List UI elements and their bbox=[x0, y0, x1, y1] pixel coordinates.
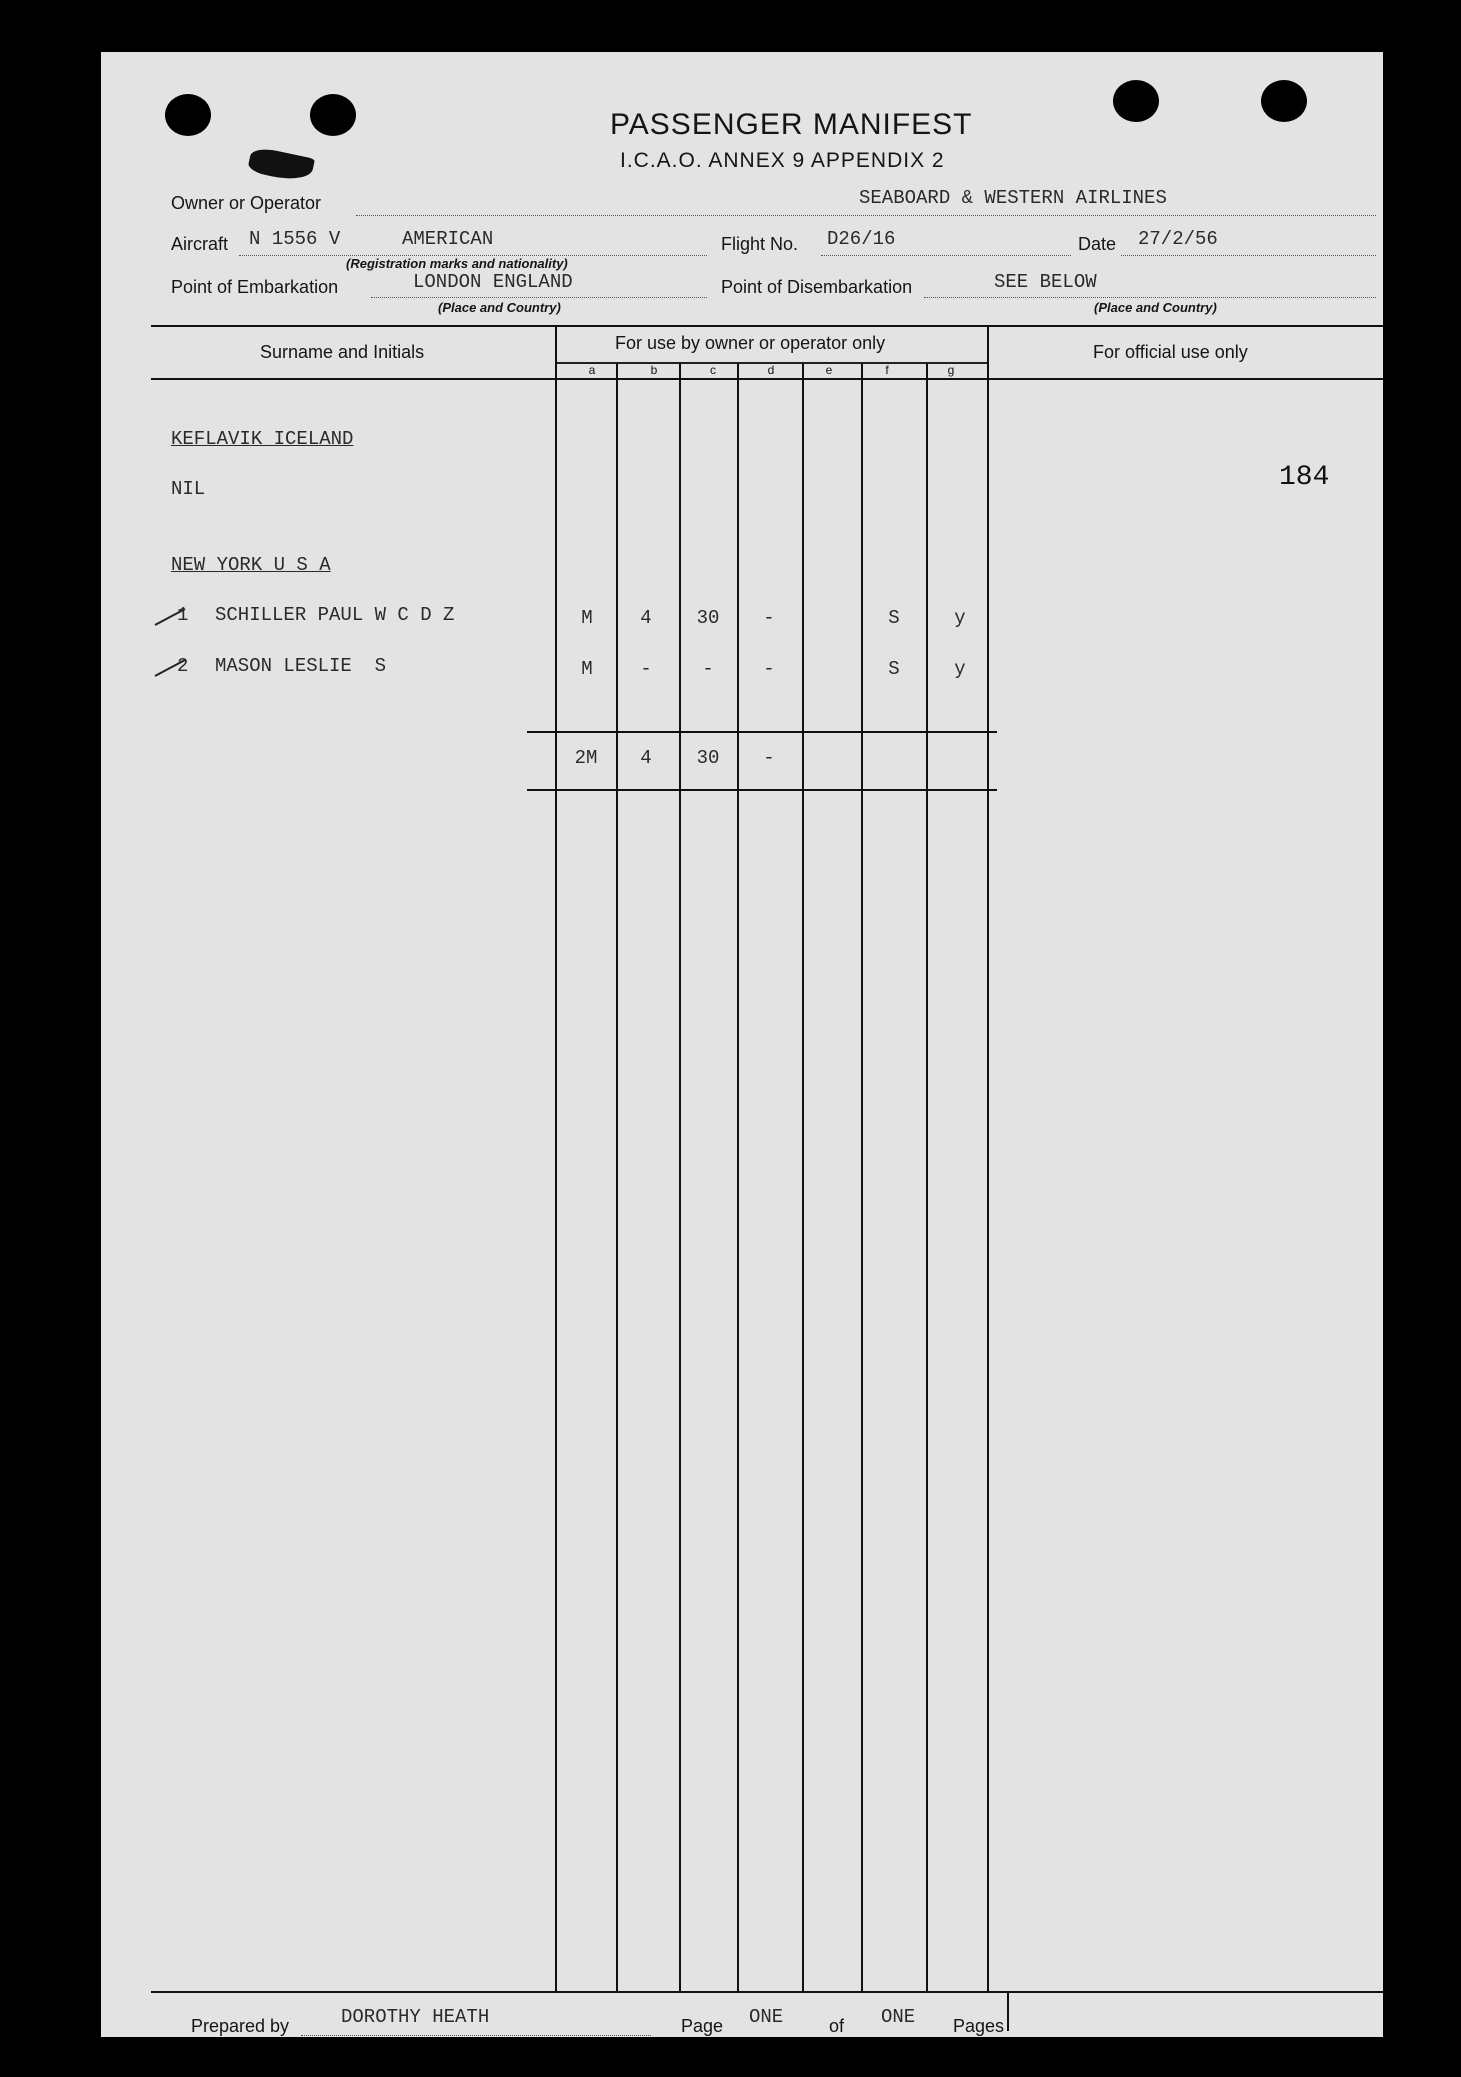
embarkation-label: Point of Embarkation bbox=[171, 277, 339, 297]
owner-value: SEABOARD & WESTERN AIRLINES bbox=[859, 187, 1167, 209]
punch-hole-right-2-icon bbox=[1261, 80, 1307, 122]
column-rule-right-edge bbox=[1007, 1991, 1009, 2031]
column-rule-e bbox=[861, 363, 863, 1991]
prepared-by-label: Prepared by bbox=[191, 2016, 290, 2036]
column-rule-surname bbox=[555, 326, 557, 1991]
disembarkation-label: Point of Disembarkation bbox=[721, 277, 913, 297]
official-header: For official use only bbox=[1093, 342, 1248, 362]
column-rule-b bbox=[679, 363, 681, 1991]
column-rule-c bbox=[737, 363, 739, 1991]
passenger-name: SCHILLER PAUL W C D Z bbox=[215, 604, 455, 626]
totals-col-a: 2M bbox=[574, 747, 598, 769]
flight-dotline bbox=[821, 255, 1071, 256]
passenger-col-f: S bbox=[888, 607, 900, 629]
punch-hole-right-1-icon bbox=[1113, 80, 1159, 122]
owner-label: Owner or Operator bbox=[171, 193, 322, 213]
totals-bottom-rule bbox=[527, 789, 997, 791]
table-top-rule bbox=[151, 325, 1383, 327]
passenger-number: 2 bbox=[177, 655, 189, 677]
column-letter-f: f bbox=[885, 363, 889, 377]
passenger-col-b: - bbox=[640, 658, 652, 680]
passenger-name: MASON LESLIE S bbox=[215, 655, 387, 677]
disembarkation-dotline bbox=[924, 297, 1376, 298]
date-value: 27/2/56 bbox=[1138, 228, 1218, 250]
paper-clip-shadow-icon bbox=[247, 146, 315, 185]
punch-hole-left-1-icon bbox=[165, 94, 211, 136]
keflavik-entry: NIL bbox=[171, 478, 206, 500]
passenger-col-d: - bbox=[763, 607, 775, 629]
manifest-page bbox=[101, 52, 1383, 2037]
passenger-col-d: - bbox=[763, 658, 775, 680]
column-rule-d bbox=[802, 363, 804, 1991]
totals-top-rule bbox=[527, 731, 997, 733]
table-header-rule bbox=[151, 378, 1383, 380]
owner-dotline bbox=[356, 215, 1376, 216]
passenger-col-f: S bbox=[888, 658, 900, 680]
column-letter-a: a bbox=[588, 363, 596, 377]
page-value: ONE bbox=[749, 2006, 784, 2028]
date-label: Date bbox=[1078, 234, 1117, 254]
column-rule-f bbox=[926, 363, 928, 1991]
prepared-by-value: DOROTHY HEATH bbox=[341, 2006, 490, 2028]
passenger-col-c: - bbox=[702, 658, 714, 680]
column-letter-b: b bbox=[650, 363, 658, 377]
passenger-col-a: M bbox=[581, 607, 593, 629]
passenger-col-b: 4 bbox=[640, 607, 652, 629]
totals-col-b: 4 bbox=[640, 747, 652, 769]
disembarkation-note: (Place and Country) bbox=[1094, 300, 1217, 315]
pages-label: Pages bbox=[953, 2016, 1005, 2036]
operator-header: For use by owner or operator only bbox=[615, 333, 886, 353]
flight-label: Flight No. bbox=[721, 234, 799, 254]
column-rule-official bbox=[987, 326, 989, 1991]
column-letter-g: g bbox=[947, 363, 955, 377]
nationality-value: AMERICAN bbox=[402, 228, 494, 250]
embarkation-dotline bbox=[371, 297, 707, 298]
passenger-col-g: y bbox=[954, 658, 966, 680]
prepared-by-dotline bbox=[301, 2035, 651, 2036]
passenger-col-a: M bbox=[581, 658, 593, 680]
totals-col-d: - bbox=[763, 747, 775, 769]
aircraft-label: Aircraft bbox=[171, 234, 229, 254]
column-letter-e: e bbox=[825, 363, 833, 377]
passenger-number: 1 bbox=[177, 604, 189, 626]
disembarkation-value: SEE BELOW bbox=[994, 271, 1097, 293]
document-title: PASSENGER MANIFEST bbox=[610, 108, 973, 141]
official-number: 184 bbox=[1279, 462, 1330, 493]
punch-hole-left-2-icon bbox=[310, 94, 356, 136]
passenger-col-c: 30 bbox=[696, 607, 720, 629]
column-rule-a bbox=[616, 363, 618, 1991]
total-pages-value: ONE bbox=[881, 2006, 916, 2028]
column-letter-c: c bbox=[710, 363, 716, 377]
document-subtitle: I.C.A.O. ANNEX 9 APPENDIX 2 bbox=[620, 149, 945, 172]
passenger-col-g: y bbox=[954, 607, 966, 629]
flight-value: D26/16 bbox=[827, 228, 896, 250]
surname-header: Surname and Initials bbox=[260, 342, 425, 362]
column-letter-d: d bbox=[767, 363, 775, 377]
date-dotline bbox=[1121, 255, 1376, 256]
embarkation-value: LONDON ENGLAND bbox=[413, 271, 573, 293]
page-label: Page bbox=[681, 2016, 724, 2036]
embarkation-note: (Place and Country) bbox=[438, 300, 561, 315]
aircraft-value: N 1556 V bbox=[249, 228, 341, 250]
of-label: of bbox=[829, 2016, 845, 2036]
totals-col-c: 30 bbox=[696, 747, 720, 769]
keflavik-section-title: KEFLAVIK ICELAND bbox=[171, 428, 354, 450]
newyork-section-title: NEW YORK U S A bbox=[171, 554, 331, 576]
footer-rule bbox=[151, 1991, 1383, 1993]
registration-note: (Registration marks and nationality) bbox=[346, 256, 568, 271]
